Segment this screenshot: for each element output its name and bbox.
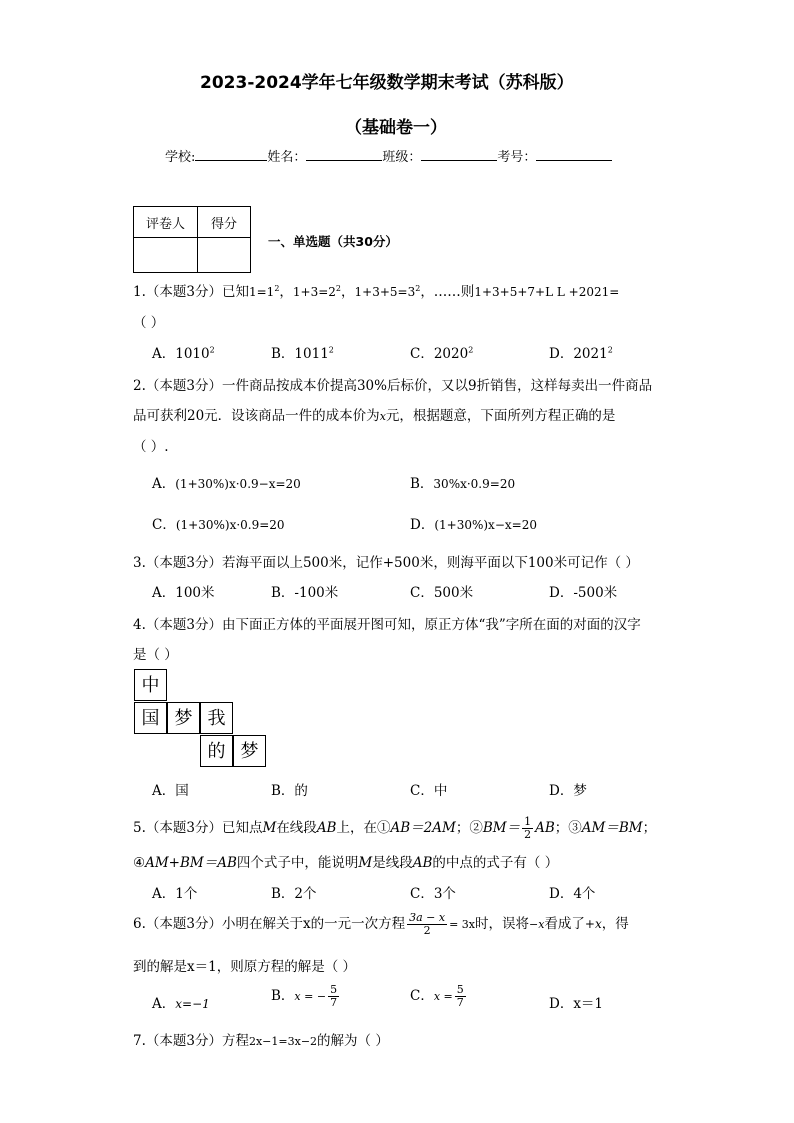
q5-option-c[interactable]: C．3个 [410, 886, 456, 902]
school-field[interactable] [195, 148, 267, 161]
q2-option-d[interactable]: D．(1+30%)x−x=20 [410, 517, 537, 533]
q4-line-1: 4.（本题3分）由下面正方体的平面展开图可知，原正方体“我”字所在面的对面的汉字 [133, 617, 641, 633]
number-field[interactable] [536, 148, 612, 161]
q2-option-a[interactable]: A．(1+30%)x·0.9−x=20 [152, 476, 301, 492]
q1-option-a[interactable]: A．1010$^2$ [152, 345, 215, 362]
q4-option-b[interactable]: B．的 [271, 783, 308, 799]
net-cell: 中 [134, 669, 167, 701]
q4-option-d[interactable]: D．梦 [549, 783, 587, 799]
q1-prefix: 1.（本题3分）已知 [133, 284, 249, 300]
section-heading: 一、单选题（共30分） [268, 234, 398, 249]
class-field[interactable] [421, 148, 497, 161]
school-label: 学校: [165, 150, 196, 165]
score-table [133, 206, 251, 273]
q6-option-b[interactable]: B．x = − $\frac{5}{7}$ [271, 983, 338, 1009]
score-header: 得分 [198, 207, 251, 238]
q5-option-a[interactable]: A．1个 [152, 886, 198, 902]
q1-math-3: $1+3+5=3^2$ [354, 284, 421, 299]
reviewer-cell[interactable] [134, 238, 198, 273]
number-label: 考号： [497, 150, 537, 165]
q1-math-2: $1+3=2^2$ [292, 284, 342, 299]
net-cell: 我 [200, 702, 233, 734]
q2-option-b[interactable]: B．30%x·0.9=20 [410, 476, 516, 492]
q6-line-2: 到的解是x＝1，则原方程的解是（ ） [133, 959, 356, 975]
q1-option-b[interactable]: B．1011$^2$ [271, 345, 334, 362]
exam-title: 2023-2024学年七年级数学期末考试（苏科版） [200, 73, 574, 93]
q3-option-d[interactable]: D．-500米 [549, 585, 618, 601]
score-cell[interactable] [198, 238, 251, 273]
q6-c-fraction: $\frac{5}{7}$ [456, 983, 464, 1009]
q1-option-c[interactable]: C．2020$^2$ [410, 345, 474, 362]
question-7: 7.（本题3分）方程2x−1=3x−2的解为（ ） [133, 1033, 389, 1049]
q5-option-b[interactable]: B．2个 [271, 886, 317, 902]
q6-option-a[interactable]: A．x=−1 [152, 996, 210, 1012]
q3-option-b[interactable]: B．-100米 [271, 585, 339, 601]
q2-line-2: 品可获利20元．设该商品一件的成本价为x元，根据题意，下面所列方程正确的是 [133, 408, 616, 424]
exam-subtitle: （基础卷一） [345, 118, 447, 138]
q3-option-a[interactable]: A．100米 [152, 585, 215, 601]
q6-option-c[interactable]: C．x = $\frac{5}{7}$ [410, 983, 464, 1009]
q2-line-3: （ ）. [133, 439, 169, 455]
question-3: 3.（本题3分）若海平面以上500米，记作+500米，则海平面以下100米可记作（ ） [133, 555, 639, 571]
q1-dots: ，……则 [420, 284, 475, 300]
net-cell: 的 [200, 735, 233, 767]
q1-paren: （ ） [133, 315, 165, 331]
q6-line-1: 6.（本题3分）小明在解关于x的一元一次方程 $\frac{3a - x}{2}$ = 3x时，误将−x看成了+x，得 [133, 911, 629, 937]
reviewer-header: 评卷人 [134, 207, 198, 238]
q1-math-1: $1=1^2$ [248, 284, 280, 299]
class-label: 班级： [382, 150, 422, 165]
q2-line-1: 2.（本题3分）一件商品按成本价提高30%后标价，又以9折销售，这样每卖出一件商品 [133, 378, 653, 394]
q5-line-2: ④AM+BM＝AB四个式子中，能说明M是线段AB的中点的式子有（ ） [133, 855, 559, 871]
q5-line-1: 5.（本题3分）已知点M在线段AB上，在①AB＝2AM；②BM＝ $\frac{1}{2}$ AB；③AM＝BM； [133, 815, 657, 841]
net-cell: 梦 [167, 702, 200, 734]
q4-line-2: 是（ ） [133, 647, 178, 663]
name-field[interactable] [306, 148, 382, 161]
net-cell: 梦 [233, 735, 266, 767]
q6-b-fraction: $\frac{5}{7}$ [330, 983, 338, 1009]
q6-option-d[interactable]: D．x＝1 [549, 996, 604, 1012]
q4-option-c[interactable]: C．中 [410, 783, 448, 799]
q3-option-c[interactable]: C．500米 [410, 585, 474, 601]
name-label: 姓名： [267, 150, 307, 165]
one-half-fraction: $\frac{1}{2}$ [524, 815, 532, 841]
net-cell: 国 [134, 702, 167, 734]
q5-option-d[interactable]: D．4个 [549, 886, 596, 902]
q6-equation-fraction: $\frac{3a - x}{2}$ [409, 911, 446, 937]
q4-option-a[interactable]: A．国 [152, 783, 189, 799]
student-info-row [165, 146, 612, 165]
q1-option-d[interactable]: D．2021$^2$ [549, 345, 613, 362]
question-1: 1.（本题3分）已知$1=1^2$，$1+3=2^2$，$1+3+5=3^2$，……则1+3+5+7+L L +2021= [133, 284, 620, 300]
q1-math-4: 1+3+5+7+L L +2021= [474, 285, 620, 299]
q2-option-c[interactable]: C．(1+30%)x·0.9=20 [152, 517, 285, 533]
